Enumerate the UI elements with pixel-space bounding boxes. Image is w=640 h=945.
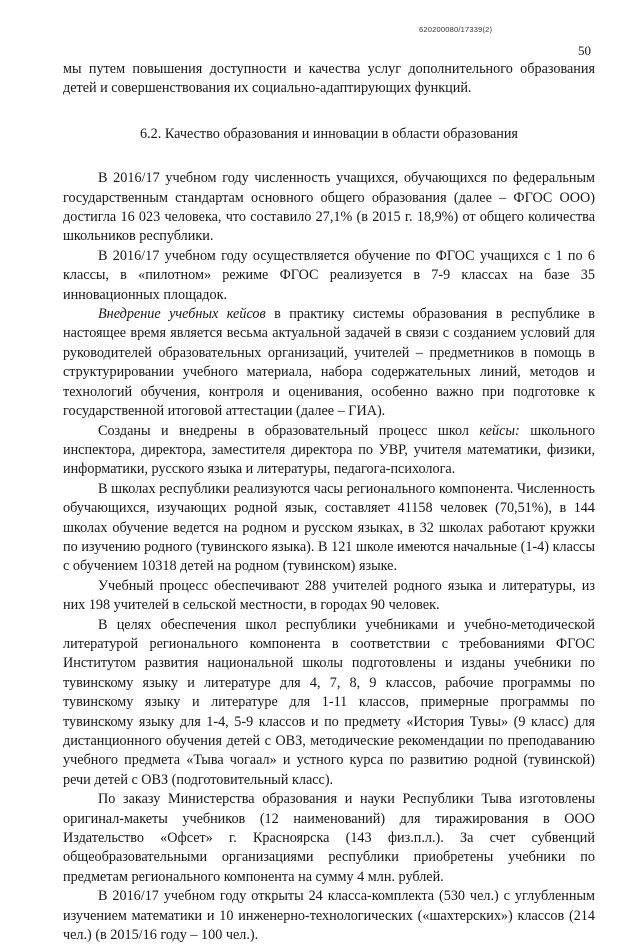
paragraph-math-classes: В 2016/17 учебном году открыты 24 класса-комплекта (530 чел.) с углубленным изучением математики и 10 инженерно-технологических («шахтерских») классов (214 чел.) (в 2015/16 году – 100 чел.). xyxy=(63,888,595,944)
document-id: 620200080/17339(2) xyxy=(419,25,493,34)
paragraph-regional-component: В школах республики реализуются часы регионального компонента. Численность обучающихся, изучающих родной язык, составляет 41158 человек (70,51%), в 144 школах обучение ведется на родном и русском языках, в 32 школах работают кружки по изучению родного (тувинского языка). В 121 школе имеются начальные (1-4) классы с обучением 10318 детей на родном (тувинском) языке. xyxy=(63,480,595,575)
paragraph-textbooks: В целях обеспечения школ республики учебниками и учебно-методической литературой регионального компонента в соответствии с требованиями ФГОС Институтом развития национальной школы подготовлены и изданы учебники по тувинскому языку и литературе для 4, 7, 8, 9 классов, рабочие программы по тувинскому языку и литературе для 1-11 классов, примерные программы по тувинскому языку для 1-4, 5-9 классов и по предмету «История Тувы» (9 класс) для дистанционного обучения детей с ОВЗ, методические рекомендации по преподаванию учебного предмета «Тыва чогаал» и устного курса по развитию родной (тувинской) речи детей с ОВЗ (подготовительный класс). xyxy=(63,616,595,788)
cases-list-italic: кейсы: xyxy=(479,422,520,439)
paragraph-ministry-order: По заказу Министерства образования и науки Республики Тыва изготовлены оригинал-макеты учебников (12 наименований) для тиражирования в ООО Издательство «Офсет» г. Красноярска (143 физ.п.л.). За счет субвенций общеобразовательными организациями республики приобретены учебники по предметам регионального компонента на сумму 4 млн. рублей. xyxy=(63,791,595,885)
paragraph-cases-intro xyxy=(63,305,595,421)
cases-list-start: Созданы и внедрены в образовательный процесс школ xyxy=(98,422,480,439)
paragraph-teachers: Учебный процесс обеспечивают 288 учителей родного языка и литературы, из них 198 учителей в сельской местности, в городах 90 человек. xyxy=(63,577,595,614)
cases-list-text: школьного инспектора, директора, заместителя директора по УВР, учителя математики, физики, информатики, русского языка и литературы, педагога-психолога. xyxy=(63,422,595,478)
page-body xyxy=(63,60,595,945)
paragraph-fgos-grades: В 2016/17 учебном году осуществляется обучение по ФГОС учащихся с 1 по 6 классы, в «пилотном» режиме ФГОС реализуется в 7-9 классах на базе 35 инновационных площадок. xyxy=(63,247,595,303)
paragraph-cases-list xyxy=(63,422,595,480)
paragraph-fgos-students: В 2016/17 учебном году численность учащихся, обучающихся по федеральным государственным стандартам основного общего образования (далее – ФГОС ООО) достигла 16 023 человека, что составило 27,1% (в 2015 г. 18,9%) от общего количества школьников республики. xyxy=(63,170,595,245)
cases-intro-italic: Внедрение учебных кейсов xyxy=(98,306,266,323)
cases-intro-text: в практику системы образования в республике в настоящее время является весьма актуальной задачей в связи с созданием условий для руководителей образовательных организаций, учителей – предметников в помощь в структурировании учебного материала, набора содержательных линий, методов и технологий обучения, контроля и оценивания, особенно важно при подготовке к государственной итоговой аттестации (далее – ГИА). xyxy=(63,306,595,420)
section-heading: 6.2. Качество образования и инновации в области образования xyxy=(140,125,518,142)
page-number: 50 xyxy=(578,43,591,58)
intro-paragraph: мы путем повышения доступности и качества услуг дополнительного образования детей и совершенствования их социально-адаптирующих функций. xyxy=(63,61,595,97)
